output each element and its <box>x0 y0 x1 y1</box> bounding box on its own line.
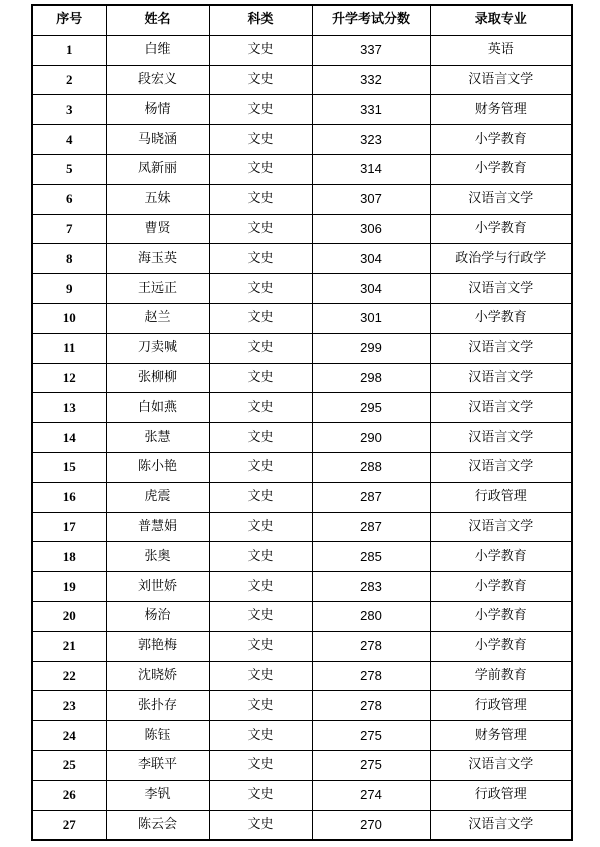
cell-seq: 5 <box>32 154 106 184</box>
cell-score: 278 <box>312 661 430 691</box>
cell-score: 283 <box>312 572 430 602</box>
cell-category: 文史 <box>209 393 312 423</box>
cell-name: 杨情 <box>106 95 209 125</box>
table-row <box>32 572 572 602</box>
cell-score: 332 <box>312 65 430 95</box>
cell-category: 文史 <box>209 214 312 244</box>
cell-name: 李联平 <box>106 750 209 780</box>
cell-name: 陈小艳 <box>106 452 209 482</box>
table-row <box>32 512 572 542</box>
cell-seq: 17 <box>32 512 106 542</box>
cell-major: 小学教育 <box>430 601 572 631</box>
cell-category: 文史 <box>209 95 312 125</box>
cell-category: 文史 <box>209 333 312 363</box>
cell-score: 278 <box>312 631 430 661</box>
table-row <box>32 452 572 482</box>
cell-category: 文史 <box>209 184 312 214</box>
cell-major: 行政管理 <box>430 691 572 721</box>
cell-name: 赵兰 <box>106 303 209 333</box>
cell-major: 汉语言文学 <box>430 750 572 780</box>
table-row <box>32 244 572 274</box>
cell-name: 陈云会 <box>106 810 209 840</box>
table-row <box>32 363 572 393</box>
cell-category: 文史 <box>209 572 312 602</box>
cell-major: 政治学与行政学 <box>430 244 572 274</box>
cell-category: 文史 <box>209 542 312 572</box>
cell-score: 280 <box>312 601 430 631</box>
cell-major: 小学教育 <box>430 631 572 661</box>
table-row <box>32 780 572 810</box>
cell-name: 五妹 <box>106 184 209 214</box>
cell-score: 331 <box>312 95 430 125</box>
cell-seq: 25 <box>32 750 106 780</box>
cell-category: 文史 <box>209 363 312 393</box>
cell-major: 小学教育 <box>430 154 572 184</box>
cell-name: 王远正 <box>106 274 209 304</box>
cell-major: 汉语言文学 <box>430 810 572 840</box>
cell-name: 沈晓娇 <box>106 661 209 691</box>
table-row <box>32 35 572 65</box>
table-row <box>32 482 572 512</box>
cell-score: 287 <box>312 482 430 512</box>
cell-category: 文史 <box>209 750 312 780</box>
cell-seq: 21 <box>32 631 106 661</box>
cell-major: 汉语言文学 <box>430 423 572 453</box>
table-row <box>32 214 572 244</box>
cell-name: 凤新丽 <box>106 154 209 184</box>
cell-score: 301 <box>312 303 430 333</box>
cell-seq: 10 <box>32 303 106 333</box>
cell-category: 文史 <box>209 512 312 542</box>
cell-name: 张柳柳 <box>106 363 209 393</box>
cell-name: 张扑存 <box>106 691 209 721</box>
cell-major: 英语 <box>430 35 572 65</box>
cell-seq: 15 <box>32 452 106 482</box>
cell-name: 段宏义 <box>106 65 209 95</box>
cell-name: 虎震 <box>106 482 209 512</box>
cell-score: 275 <box>312 750 430 780</box>
cell-name: 张奥 <box>106 542 209 572</box>
cell-seq: 7 <box>32 214 106 244</box>
cell-major: 汉语言文学 <box>430 274 572 304</box>
cell-score: 288 <box>312 452 430 482</box>
cell-major: 财务管理 <box>430 721 572 751</box>
cell-category: 文史 <box>209 35 312 65</box>
cell-score: 285 <box>312 542 430 572</box>
cell-major: 汉语言文学 <box>430 393 572 423</box>
cell-seq: 4 <box>32 125 106 155</box>
cell-name: 陈钰 <box>106 721 209 751</box>
cell-seq: 8 <box>32 244 106 274</box>
cell-score: 304 <box>312 274 430 304</box>
cell-seq: 12 <box>32 363 106 393</box>
cell-score: 337 <box>312 35 430 65</box>
table-row <box>32 393 572 423</box>
cell-name: 刘世娇 <box>106 572 209 602</box>
admission-table <box>31 4 573 841</box>
cell-name: 白维 <box>106 35 209 65</box>
table-row <box>32 601 572 631</box>
cell-major: 小学教育 <box>430 542 572 572</box>
header-score: 升学考试分数 <box>312 5 430 35</box>
table-row <box>32 303 572 333</box>
cell-major: 学前教育 <box>430 661 572 691</box>
header-major: 录取专业 <box>430 5 572 35</box>
cell-score: 278 <box>312 691 430 721</box>
cell-name: 海玉英 <box>106 244 209 274</box>
cell-category: 文史 <box>209 601 312 631</box>
cell-category: 文史 <box>209 691 312 721</box>
cell-major: 汉语言文学 <box>430 333 572 363</box>
table-row <box>32 274 572 304</box>
cell-major: 汉语言文学 <box>430 363 572 393</box>
cell-seq: 22 <box>32 661 106 691</box>
cell-score: 274 <box>312 780 430 810</box>
cell-major: 汉语言文学 <box>430 452 572 482</box>
cell-category: 文史 <box>209 65 312 95</box>
cell-name: 马晓涵 <box>106 125 209 155</box>
table-row <box>32 721 572 751</box>
cell-score: 323 <box>312 125 430 155</box>
cell-category: 文史 <box>209 721 312 751</box>
cell-name: 白如燕 <box>106 393 209 423</box>
table-header <box>32 5 572 35</box>
cell-seq: 26 <box>32 780 106 810</box>
cell-category: 文史 <box>209 661 312 691</box>
cell-category: 文史 <box>209 125 312 155</box>
cell-category: 文史 <box>209 423 312 453</box>
header-name: 姓名 <box>106 5 209 35</box>
table-row <box>32 184 572 214</box>
cell-category: 文史 <box>209 631 312 661</box>
cell-seq: 9 <box>32 274 106 304</box>
cell-score: 304 <box>312 244 430 274</box>
cell-major: 小学教育 <box>430 572 572 602</box>
cell-score: 298 <box>312 363 430 393</box>
table-row <box>32 542 572 572</box>
cell-score: 290 <box>312 423 430 453</box>
cell-seq: 14 <box>32 423 106 453</box>
cell-major: 汉语言文学 <box>430 65 572 95</box>
table-body <box>32 35 572 840</box>
table-row <box>32 154 572 184</box>
cell-major: 小学教育 <box>430 303 572 333</box>
cell-major: 财务管理 <box>430 95 572 125</box>
header-category: 科类 <box>209 5 312 35</box>
cell-category: 文史 <box>209 303 312 333</box>
cell-category: 文史 <box>209 274 312 304</box>
cell-score: 299 <box>312 333 430 363</box>
table-row <box>32 65 572 95</box>
cell-name: 杨治 <box>106 601 209 631</box>
cell-seq: 1 <box>32 35 106 65</box>
cell-score: 275 <box>312 721 430 751</box>
cell-seq: 11 <box>32 333 106 363</box>
cell-name: 郭艳梅 <box>106 631 209 661</box>
table-row <box>32 631 572 661</box>
cell-seq: 20 <box>32 601 106 631</box>
cell-major: 行政管理 <box>430 482 572 512</box>
cell-category: 文史 <box>209 810 312 840</box>
cell-category: 文史 <box>209 780 312 810</box>
cell-score: 306 <box>312 214 430 244</box>
cell-seq: 16 <box>32 482 106 512</box>
cell-major: 行政管理 <box>430 780 572 810</box>
cell-seq: 18 <box>32 542 106 572</box>
cell-name: 刀卖喊 <box>106 333 209 363</box>
cell-category: 文史 <box>209 244 312 274</box>
cell-seq: 3 <box>32 95 106 125</box>
table-row <box>32 810 572 840</box>
cell-score: 270 <box>312 810 430 840</box>
cell-score: 307 <box>312 184 430 214</box>
cell-name: 普慧娟 <box>106 512 209 542</box>
table-row <box>32 333 572 363</box>
cell-name: 李钒 <box>106 780 209 810</box>
cell-major: 汉语言文学 <box>430 512 572 542</box>
header-row <box>32 5 572 35</box>
table-row <box>32 691 572 721</box>
cell-seq: 6 <box>32 184 106 214</box>
cell-name: 曹贤 <box>106 214 209 244</box>
table-row <box>32 750 572 780</box>
cell-seq: 19 <box>32 572 106 602</box>
cell-seq: 2 <box>32 65 106 95</box>
header-seq: 序号 <box>32 5 106 35</box>
cell-seq: 23 <box>32 691 106 721</box>
table-row <box>32 423 572 453</box>
cell-seq: 27 <box>32 810 106 840</box>
cell-score: 295 <box>312 393 430 423</box>
cell-major: 小学教育 <box>430 214 572 244</box>
cell-seq: 13 <box>32 393 106 423</box>
cell-category: 文史 <box>209 482 312 512</box>
table-row <box>32 661 572 691</box>
cell-major: 汉语言文学 <box>430 184 572 214</box>
cell-category: 文史 <box>209 154 312 184</box>
cell-seq: 24 <box>32 721 106 751</box>
cell-name: 张慧 <box>106 423 209 453</box>
cell-score: 287 <box>312 512 430 542</box>
table-row <box>32 95 572 125</box>
cell-category: 文史 <box>209 452 312 482</box>
cell-major: 小学教育 <box>430 125 572 155</box>
cell-score: 314 <box>312 154 430 184</box>
table-row <box>32 125 572 155</box>
